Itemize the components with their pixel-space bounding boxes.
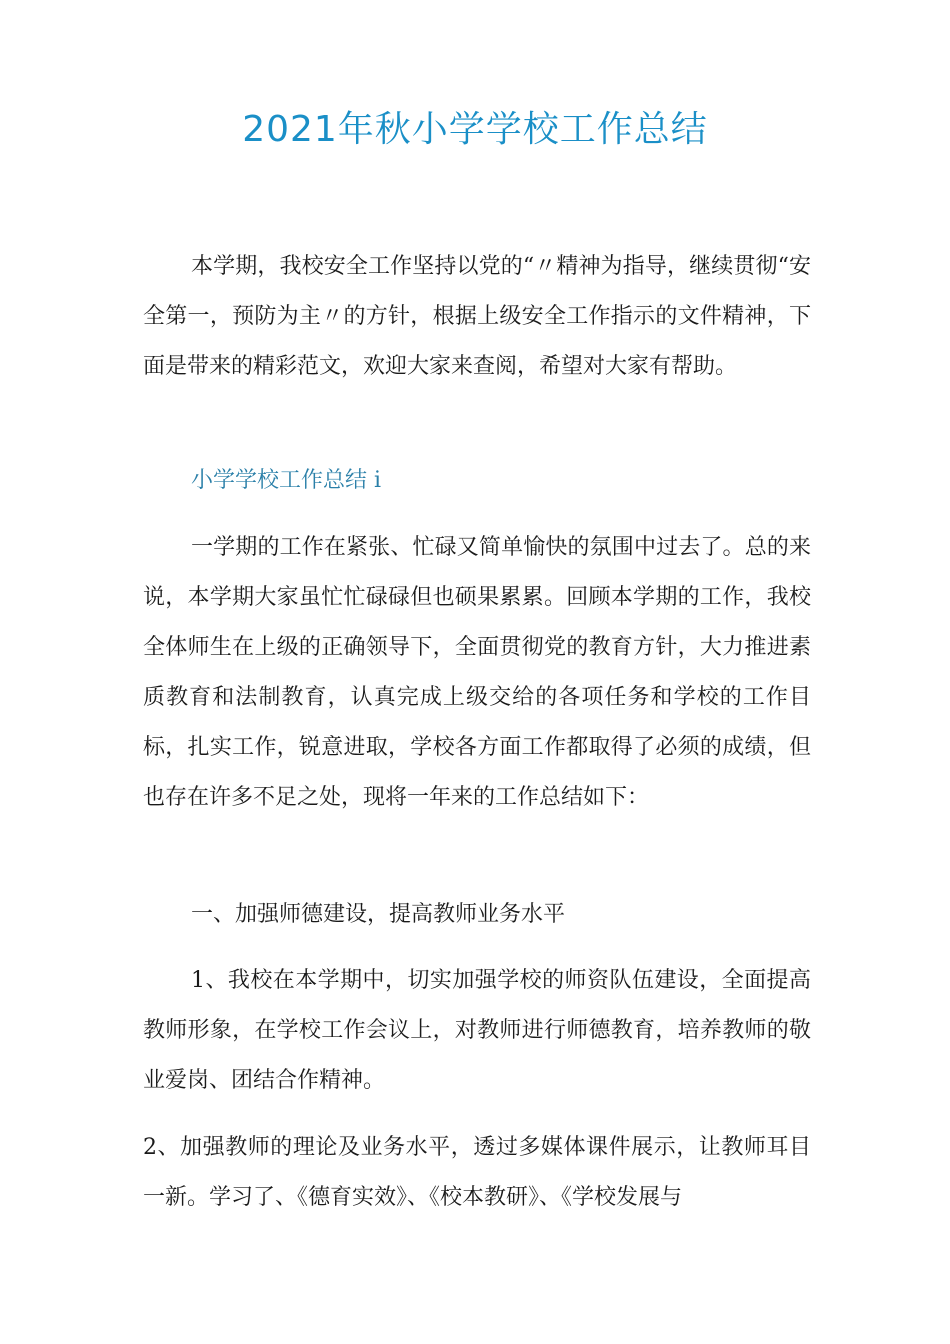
list-item-2: 2、加强教师的理论及业务水平，透过多媒体课件展示，让教师耳目一新。学习了、《德育实效》、《校本教研》、《学校发展与 [143,1135,811,1210]
intro-paragraph: 本学期，我校安全工作坚持以党的“〃精神为指导，继续贯彻“安全第一，预防为主〃的方针，根据上级安全工作指示的文件精神，下面是带来的精彩范文，欢迎大家来查阅，希望对大家有帮助。 [143,254,811,379]
document-title: 2021年秋小学学校工作总结 [242,109,708,150]
summary-paragraph: 一学期的工作在紧张、忙碌又简单愉快的氛围中过去了。总的来说，本学期大家虽忙忙碌碌但也硕果累累。回顾本学期的工作，我校全体师生在上级的正确领导下，全面贯彻党的教育方针，大力推进素质教育和法制教育，认真完成上级交给的各项任务和学校的工作目标，扎实工作，锐意进取，学校各方面工作都取得了必须的成绩，但也存在许多不足之处，现将一年来的工作总结如下： [143,535,811,810]
list-item-1: 1、我校在本学期中，切实加强学校的师资队伍建设，全面提高教师形象，在学校工作会议上，对教师进行师德教育，培养教师的敬业爱岗、团结合作精神。 [143,968,811,1093]
heading-one: 一、加强师德建设，提高教师业务水平 [191,902,566,927]
section-heading: 小学学校工作总结 i [191,468,382,493]
